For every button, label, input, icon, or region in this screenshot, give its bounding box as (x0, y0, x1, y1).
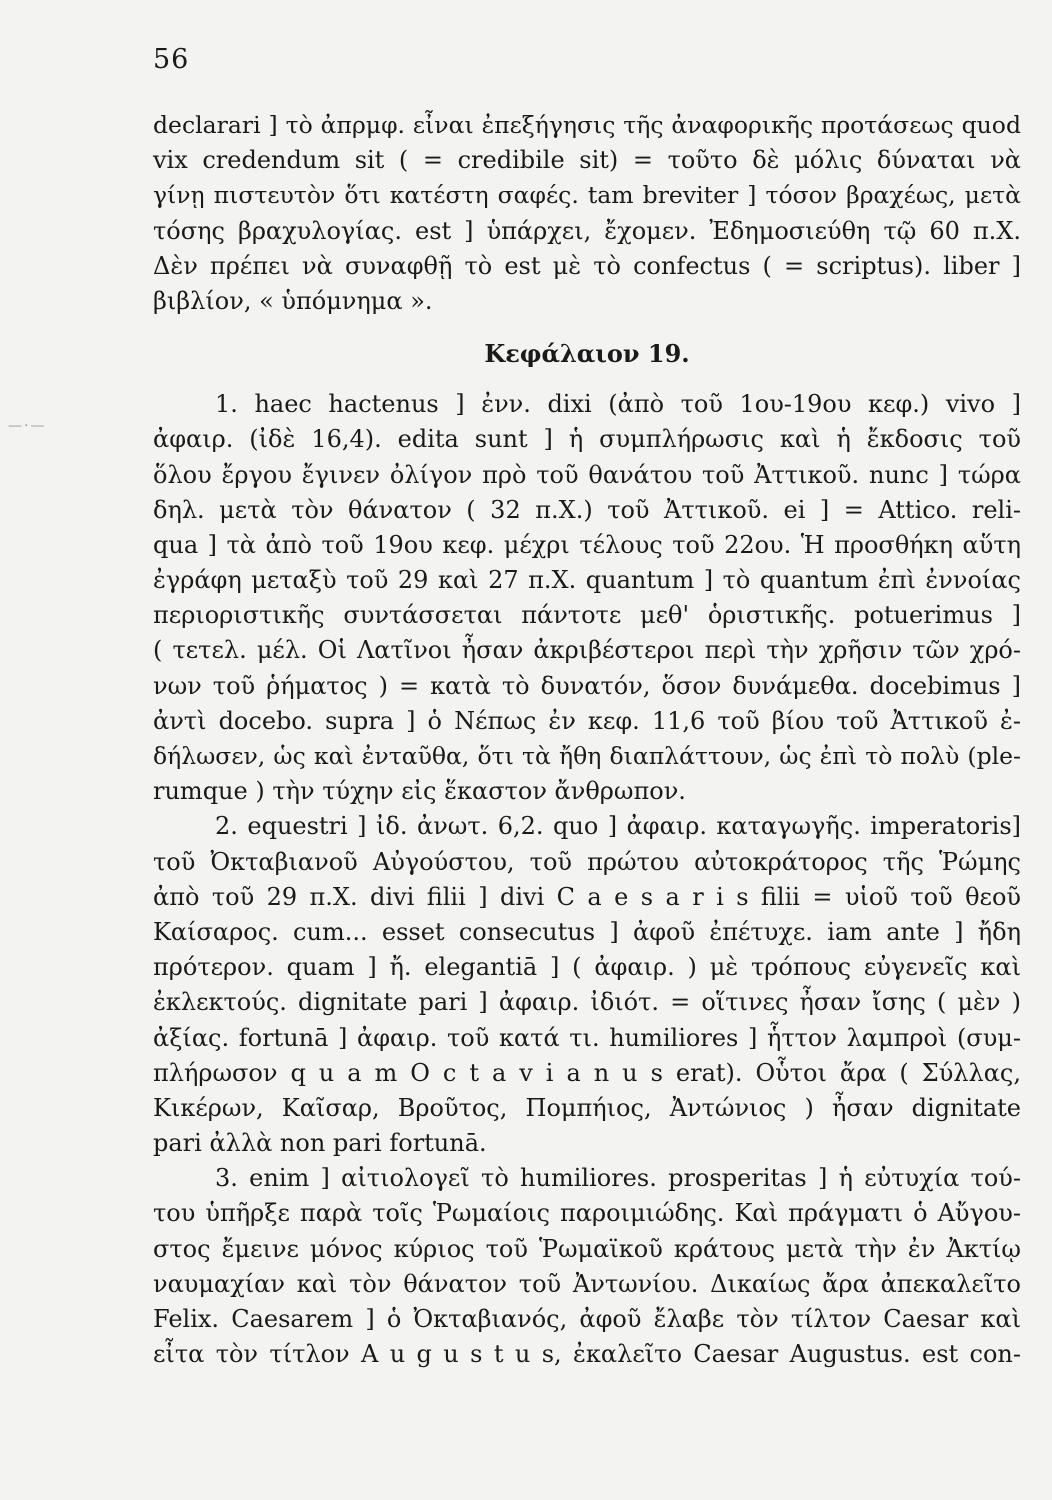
text-line: ὅλου ἔργου ἔγινεν ὀλίγον πρὸ τοῦ θανάτου τοῦ Ἀττικοῦ. nunc ] τώρα (153, 460, 1021, 489)
text-line: rumque ) τὴν τύχην εἰς ἕκαστον ἄνθρωπον. (153, 777, 686, 806)
text-line: 2. equestri ] ἰδ. ἀνωτ. 6,2. quo ] ἀφαιρ. καταγωγῆς. imperatoris] (215, 812, 1021, 841)
page-number: 56 (153, 44, 190, 75)
text-line: ἀξίας. fortunā ] ἀφαιρ. τοῦ κατά τι. humiliores ] ἧττον λαμπροὶ (συμ- (153, 1023, 1021, 1052)
text-line: τοῦ Ὀκταβιανοῦ Αὐγούστου, τοῦ πρώτου αὐτοκράτορος τῆς Ῥώμης (153, 847, 1021, 876)
text-line: Felix. Caesarem ] ὁ Ὀκταβιανός, ἀφοῦ ἔλαβε τὸν τίλτον Caesar καὶ (153, 1305, 1021, 1333)
text-line: 3. enim ] αἰτιολογεῖ τὸ humiliores. prosperitas ] ἡ εὐτυχία τού- (215, 1164, 1021, 1193)
text-line: ἀπὸ τοῦ 29 π.Χ. divi filii ] divi C a e s a r i s filii = υἱοῦ τοῦ θεοῦ (153, 882, 1021, 911)
text-line: 1. haec hactenus ] ἐνν. dixi (ἀπὸ τοῦ 1ου-19ου κεφ.) vivo ] (215, 390, 1021, 419)
text-line: ( τετελ. μέλ. Οἱ Λατῖνοι ἦσαν ἀκριβέστεροι περὶ τὴν χρῆσιν τῶν χρό- (153, 636, 1021, 665)
text-line: πρότερον. quam ] ἤ. elegantiā ] ( ἀφαιρ. ) μὲ τρόπους εὐγενεῖς καὶ (153, 953, 1021, 982)
margin-mark: —·— (8, 418, 47, 434)
text-line: τόσης βραχυλογίας. est ] ὑπάρχει, ἔχομεν. Ἐδημοσιεύθη τῷ 60 π.Χ. (153, 216, 1021, 245)
text-line: ἐκλεκτούς. dignitate pari ] ἀφαιρ. ἰδιότ. = οἵτινες ἦσαν ἴσης ( μὲν ) (153, 988, 1021, 1017)
text-line: δήλωσεν, ὡς καὶ ἐνταῦθα, ὅτι τὰ ἤθη διαπλάττουν, ὡς ἐπὶ τὸ πολὺ (ple- (153, 742, 1021, 770)
text-line: vix credendum sit ( = credibile sit) = τοῦτο δὲ μόλις δύναται νὰ (153, 146, 1021, 175)
text-line: δηλ. μετὰ τὸν θάνατον ( 32 π.Χ.) τοῦ Ἀττικοῦ. ei ] = Attico. reli- (153, 495, 1021, 524)
text-line: στος ἔμεινε μόνος κύριος τοῦ Ῥωμαϊκοῦ κράτους μετὰ τὴν ἐν Ἀκτίῳ (153, 1234, 1021, 1263)
text-line: ἀφαιρ. (ἰδὲ 16,4). edita sunt ] ἡ συμπλήρωσις καὶ ἡ ἔκδοσις τοῦ (153, 425, 1021, 454)
text-line: ἐγράφη μεταξὺ τοῦ 29 καὶ 27 π.Χ. quantum ] τὸ quantum ἐπὶ ἐννοίας (153, 566, 1021, 595)
text-line: pari ἀλλὰ non pari fortunā. (153, 1129, 487, 1158)
text-line: ναυμαχίαν καὶ τὸν θάνατον τοῦ Ἀντωνίου. Δικαίως ἄρα ἀπεκαλεῖτο (153, 1269, 1021, 1298)
text-line: qua ] τὰ ἀπὸ τοῦ 19ου κεφ. μέχρι τέλους τοῦ 22ου. Ἡ προσθήκη αὕτη (153, 530, 1021, 559)
text-line: βιβλίον, « ὑπόμνημα ». (153, 286, 433, 315)
text-line: νων τοῦ ῥήματος ) = κατὰ τὸ δυνατόν, ὅσον δυνάμεθα. docebimus ] (153, 671, 1021, 700)
text-line: Δὲν πρέπει νὰ συναφθῇ τὸ est μὲ τὸ confectus ( = scriptus). liber ] (153, 251, 1021, 280)
chapter-heading: Κεφάλαιον 19. (484, 339, 690, 369)
text-line: ἀντὶ docebo. supra ] ὁ Νέπως ἐν κεφ. 11,6 τοῦ βίου τοῦ Ἀττικοῦ ἐ- (153, 706, 1021, 735)
text-line: περιοριστικῆς συντάσσεται πάντοτε μεθ' ὁριστικῆς. potuerimus ] (153, 601, 1021, 630)
text-line: εἶτα τὸν τίτλον A u g u s t u s, ἐκαλεῖτο Caesar Augustus. est con- (153, 1340, 1021, 1369)
text-line: Κικέρων, Καῖσαρ, Βροῦτος, Πομπήιος, Ἀντώνιος ) ἦσαν dignitate (153, 1093, 1021, 1122)
text-line: πλήρωσον q u a m O c t a v i a n u s erat). Οὗτοι ἄρα ( Σύλλας, (153, 1058, 1021, 1087)
text-line: γίνῃ πιστευτὸν ὅτι κατέστη σαφές. tam breviter ] τόσον βραχέως, μετὰ (153, 181, 1021, 210)
text-line: declarari ] τὸ ἀπρμφ. εἶναι ἐπεξήγησις τῆς ἀναφορικῆς προτάσεως quod (153, 111, 1021, 139)
commentary-body (153, 108, 1021, 1372)
text-line: του ὑπῆρξε παρὰ τοῖς Ῥωμαίοις παροιμιώδης. Καὶ πράγματι ὁ Αὔγου- (153, 1199, 1021, 1228)
text-line: Καίσαρος. cum... esset consecutus ] ἀφοῦ ἐπέτυχε. iam ante ] ἤδη (153, 917, 1021, 946)
